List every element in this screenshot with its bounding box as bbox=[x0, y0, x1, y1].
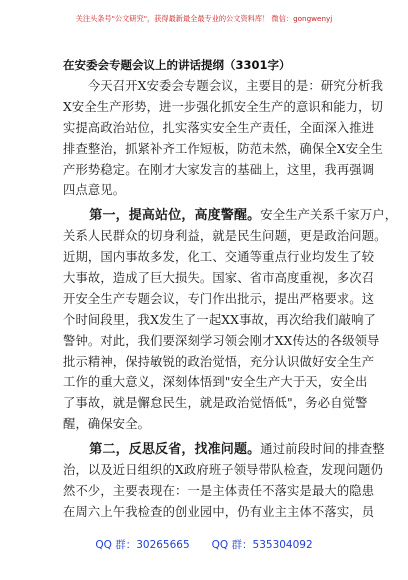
text-line: 实提高政治站位，扎实落实安全生产责任，全面深入推进 bbox=[63, 120, 375, 135]
text-line: 工作的重大意义，深刻体悟到"安全生产大于天，安全出 bbox=[63, 375, 368, 390]
text-line bbox=[63, 205, 398, 226]
paragraph-point-two bbox=[63, 439, 385, 523]
page-title: 在安委会专题会议上的讲话提纲（3301字） bbox=[63, 58, 291, 72]
qq-group-2: QQ 群：535304092 bbox=[211, 539, 313, 551]
text-line: 排查整治，抓紧补齐工作短板，防范未然，确保全X安全生 bbox=[63, 141, 384, 156]
contact-footer bbox=[0, 537, 408, 552]
text-line: 开安全生产专题会议，专门作出批示，提出严格要求。这 bbox=[63, 291, 375, 306]
section-heading: 第一，提高站位，高度警醒。 bbox=[63, 208, 261, 224]
text-line: 四点意见。 bbox=[63, 183, 126, 198]
text-line: X安全生产形势，进一步强化抓安全生产的意识和能力，切 bbox=[63, 99, 384, 114]
text-line: 警钟。对此，我们要深刻学习领会刚才XX传达的各级领导 bbox=[63, 333, 380, 348]
text-line: 醒，确保安全。 bbox=[63, 417, 151, 432]
text-line: 治，以及近日组织的X政府班子领导带队检查，发现问题仍 bbox=[63, 463, 384, 478]
text-line: 产形势稳定。在刚才大家发言的基础上，这里，我再强调 bbox=[63, 162, 375, 177]
text-line: 关系人民群众的切身利益，就是民生问题，更是政治问题。 bbox=[63, 229, 387, 244]
qq-group-1: QQ 群：30265665 bbox=[95, 539, 190, 551]
paragraph-intro bbox=[63, 76, 384, 201]
text-line: 个时间段里，我X发生了一起XX事故，再次给我们敲响了 bbox=[63, 312, 376, 327]
text-line: 批示精神，保持敏锐的政治觉悟，充分认识做好安全生产 bbox=[63, 354, 375, 369]
text-line bbox=[63, 439, 385, 460]
line-text: 安全生产关系千家万户， bbox=[260, 208, 398, 223]
text-line: 今天召开X安委会专题会议，主要目的是：研究分析我 bbox=[63, 79, 384, 93]
document-body bbox=[63, 76, 398, 527]
text-line: 了事故，就是懈怠民生，就是政治觉悟低"，务必自觉警 bbox=[63, 396, 368, 411]
text-line: 近期，国内事故多发，化工、交通等重点行业均发生了较 bbox=[63, 250, 375, 265]
promo-banner: 关注头条号"公文研究"，获得最新最全最专业的公文资料库！ 微信：gongwenyj bbox=[75, 14, 333, 23]
line-text: 通过前段时间的排查整 bbox=[260, 442, 385, 457]
text-line: 在周六上午我检查的创业园中，仍有业主主体不落实，员 bbox=[63, 504, 375, 519]
paragraph-point-one bbox=[63, 205, 398, 435]
text-line: 然不少，主要表现在：一是主体责任不落实是最大的隐患 bbox=[63, 483, 375, 498]
text-line: 大事故，造成了巨大损失。国家、省市高度重视，多次召 bbox=[63, 271, 375, 286]
section-heading: 第二，反思反省，找准问题。 bbox=[63, 442, 261, 458]
